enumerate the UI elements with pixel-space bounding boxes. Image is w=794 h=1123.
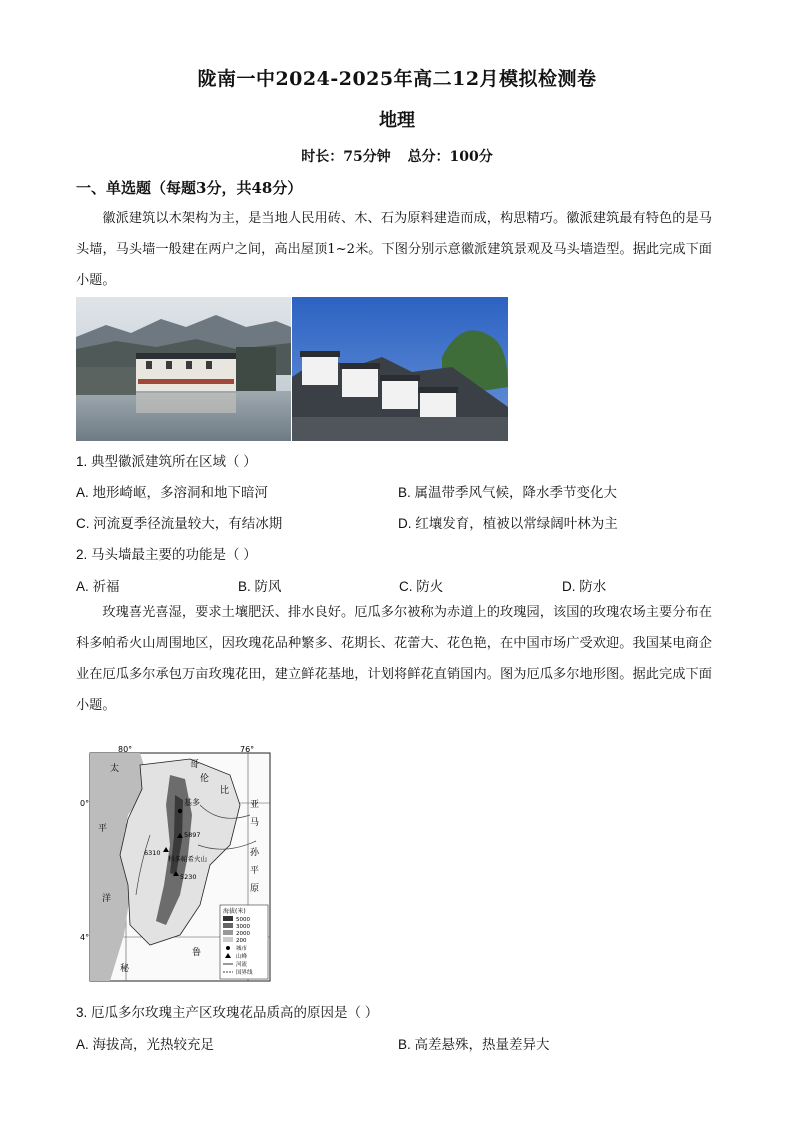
map-ocean-label-1: 太 bbox=[110, 764, 120, 774]
map-elevation-2: 6310 bbox=[144, 849, 161, 857]
passage-rose: 玫瑰喜光喜湿，要求土壤肥沃、排水良好。厄瓜多尔被称为赤道上的玫瑰园，该国的玫瑰农场主要分布在科多帕希火山周围地区，因玫瑰花品种繁多、花期长、花蕾大、花色艳，在中国市场广受欢迎。我国某电商企业在厄瓜多尔承包万亩玫瑰花田，建立鲜花基地，计划将鲜花直销国内。图为厄瓜多尔地形图。据此完成下面小题。 bbox=[76, 605, 712, 713]
map-country-label-2: 伦 bbox=[200, 774, 210, 784]
q2-option-a[interactable]: A. 祈福 bbox=[76, 579, 120, 594]
map-lat-bottom: 4° bbox=[80, 933, 90, 942]
horse-head-wall-photo bbox=[292, 297, 508, 441]
map-country-label-1: 哥 bbox=[190, 760, 200, 770]
legend-peak: 山峰 bbox=[236, 954, 248, 960]
legend-elev-2: 3000 bbox=[236, 924, 250, 930]
huipai-village-photo bbox=[76, 297, 291, 441]
map-lat-top: 0° bbox=[80, 799, 90, 808]
map-city-label: 基多 bbox=[184, 798, 200, 807]
legend-elev-3: 2000 bbox=[236, 931, 250, 937]
map-lon-left: 80° bbox=[118, 745, 133, 754]
map-country-label-4: 亚 bbox=[250, 800, 260, 810]
map-country-label-9: 秘 bbox=[120, 964, 130, 974]
question-1-stem: 1. 典型徽派建筑所在区域（ ） bbox=[76, 454, 257, 469]
question-3-stem: 3. 厄瓜多尔玫瑰主产区玫瑰花品质高的原因是（ ） bbox=[76, 1005, 379, 1020]
map-country-label-8: 原 bbox=[250, 884, 260, 894]
q1-option-d[interactable]: D. 红壤发育，植被以常绿阔叶林为主 bbox=[398, 516, 618, 531]
ecuador-topographic-map bbox=[80, 745, 276, 985]
ecuador-map-svg bbox=[80, 745, 276, 985]
q3-option-b[interactable]: B. 高差悬殊，热量差异大 bbox=[398, 1037, 550, 1052]
map-ocean-label-2: 平 bbox=[98, 824, 108, 834]
q1-option-a[interactable]: A. 地形崎岖，多溶洞和地下暗河 bbox=[76, 485, 269, 500]
legend-border: 国界线 bbox=[236, 970, 253, 976]
q3-option-a[interactable]: A. 海拔高，光热较充足 bbox=[76, 1037, 215, 1052]
map-country-label-5: 马 bbox=[250, 818, 260, 828]
legend-elev-4: 200 bbox=[236, 938, 247, 944]
map-country-label-7: 平 bbox=[250, 866, 260, 876]
q1-option-c[interactable]: C. 河流夏季径流量较大，有结冰期 bbox=[76, 516, 283, 531]
q2-option-c[interactable]: C. 防火 bbox=[399, 579, 444, 594]
map-lon-right: 76° bbox=[240, 745, 255, 754]
q1-option-b[interactable]: B. 属温带季风气候，降水季节变化大 bbox=[398, 485, 618, 500]
map-legend bbox=[220, 905, 268, 979]
map-country-label-3: 比 bbox=[220, 786, 230, 796]
section-heading: 一、单选题（每题3分，共48分） bbox=[76, 179, 303, 197]
question-2-stem: 2. 马头墙最主要的功能是（ ） bbox=[76, 547, 257, 562]
legend-city: 城市 bbox=[236, 946, 248, 952]
map-country-label-10: 鲁 bbox=[192, 948, 202, 958]
map-ocean-label-3: 洋 bbox=[102, 894, 112, 904]
exam-title: 陇南一中2024-2025年高二12月模拟检测卷 bbox=[197, 68, 597, 90]
map-elevation-1: 5897 bbox=[184, 831, 201, 839]
map-country-label-6: 孙 bbox=[250, 848, 260, 858]
legend-river: 河流 bbox=[236, 962, 248, 968]
village-landscape-image bbox=[76, 297, 291, 441]
horse-head-wall-image bbox=[292, 297, 508, 441]
legend-elev-1: 5000 bbox=[236, 917, 250, 923]
legend-title: 海拔(米) bbox=[223, 908, 246, 915]
exam-meta bbox=[0, 146, 794, 166]
duration-label: 时长：75分钟 bbox=[301, 149, 391, 165]
map-elevation-3: 5230 bbox=[180, 873, 197, 881]
passage-huipai: 徽派建筑以木架构为主，是当地人民用砖、木、石为原料建造而成，构思精巧。徽派建筑最有特色的是马头墙，马头墙一般建在两户之间，高出屋顶1~2米。下图分别示意徽派建筑景观及马头墙造型。据此完成下面小题。 bbox=[76, 211, 712, 288]
subject-title: 地理 bbox=[379, 110, 415, 131]
score-label: 总分：100分 bbox=[407, 149, 493, 165]
map-volcano-label: 科多帕希火山 bbox=[168, 855, 207, 863]
q2-option-b[interactable]: B. 防风 bbox=[238, 579, 282, 594]
q2-option-d[interactable]: D. 防水 bbox=[562, 579, 607, 594]
